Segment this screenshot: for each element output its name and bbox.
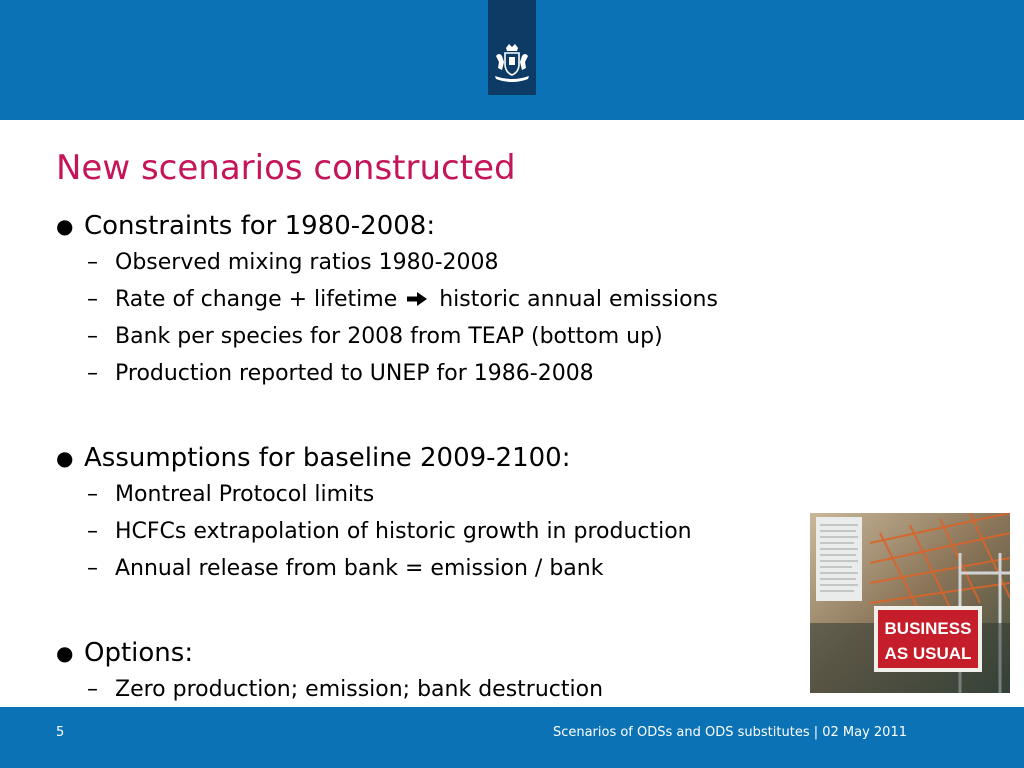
- slide-content: [56, 208, 816, 756]
- section-constraints: [56, 208, 816, 392]
- sub-item: [56, 355, 816, 392]
- bullet-icon: ●: [56, 446, 74, 470]
- sub-item-text: Production reported to UNEP for 1986-2008: [115, 361, 594, 386]
- bullet-text: Constraints for 1980-2008:: [84, 211, 436, 241]
- dash-icon: –: [87, 556, 98, 581]
- sub-item: [56, 281, 816, 318]
- sub-item-text: Bank per species for 2008 from TEAP (bottom up): [115, 324, 663, 349]
- dash-icon: –: [87, 287, 98, 312]
- sub-item-text: Montreal Protocol limits: [115, 482, 375, 507]
- header-bar: [0, 0, 1024, 120]
- business-as-usual-photo: [810, 513, 1010, 693]
- sub-item-text-before: Rate of change + lifetime: [115, 287, 398, 312]
- sign-line-2: AS USUAL: [884, 644, 972, 663]
- bullet-text: Assumptions for baseline 2009-2100:: [84, 443, 571, 473]
- coat-of-arms-icon: [490, 42, 534, 84]
- bullet-heading: [56, 208, 816, 244]
- bullet-heading: [56, 440, 816, 476]
- sub-item: [56, 550, 816, 587]
- sub-item: [56, 513, 816, 550]
- dash-icon: –: [87, 677, 98, 702]
- sub-item-text: Observed mixing ratios 1980-2008: [115, 250, 499, 275]
- footer-bar: [0, 707, 1024, 768]
- slide-title: New scenarios constructed: [56, 148, 516, 188]
- page-number: 5: [56, 725, 65, 740]
- bullet-icon: ●: [56, 214, 74, 238]
- section-assumptions: [56, 440, 816, 587]
- sub-item-text: Annual release from bank = emission / bank: [115, 556, 604, 581]
- sign-line-1: BUSINESS: [884, 619, 972, 638]
- bullet-icon: ●: [56, 641, 74, 665]
- sub-item: [56, 244, 816, 281]
- sub-item: [56, 318, 816, 355]
- section-options: [56, 635, 816, 708]
- sub-item-text-after: historic annual emissions: [439, 287, 718, 312]
- sub-item: [56, 476, 816, 513]
- dash-icon: –: [87, 519, 98, 544]
- sub-item: [56, 671, 816, 708]
- dash-icon: –: [87, 324, 98, 349]
- government-logo: [488, 0, 536, 95]
- photo-illustration: [810, 513, 1010, 693]
- footer-text: Scenarios of ODSs and ODS substitutes | 02 May 2011: [552, 725, 907, 740]
- dash-icon: –: [87, 361, 98, 386]
- sub-item-text: HCFCs extrapolation of historic growth in production: [115, 519, 692, 544]
- dash-icon: –: [87, 482, 98, 507]
- bullet-text: Options:: [84, 638, 194, 668]
- sub-item-text: Zero production; emission; bank destruction: [115, 677, 604, 702]
- dash-icon: –: [87, 250, 98, 275]
- right-arrow-icon: [406, 291, 428, 307]
- bullet-heading: [56, 635, 816, 671]
